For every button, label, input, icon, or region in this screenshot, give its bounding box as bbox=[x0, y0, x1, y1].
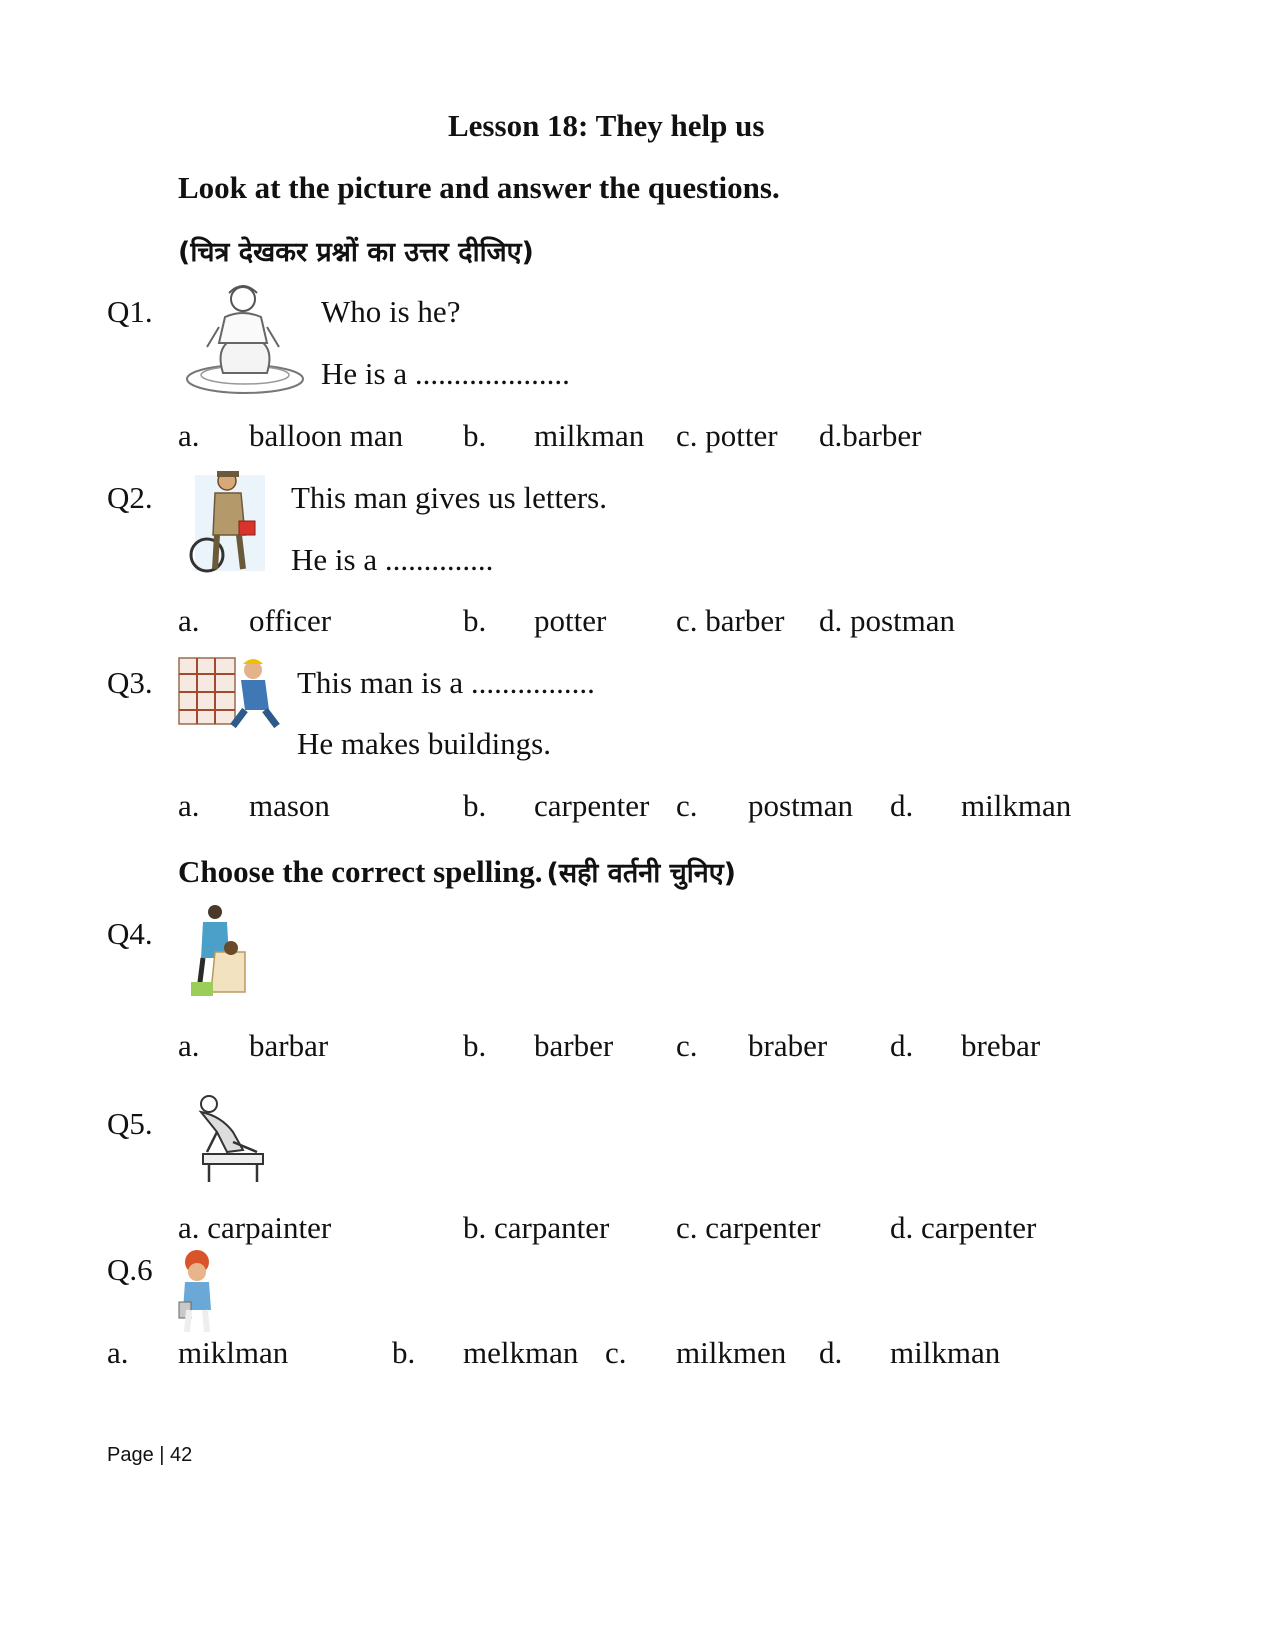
question-number: Q2. bbox=[107, 480, 153, 515]
option-label: b. bbox=[463, 603, 487, 638]
option-text: melkman bbox=[463, 1335, 579, 1370]
option-text: c. barber bbox=[676, 603, 785, 638]
option-text: potter bbox=[534, 603, 607, 638]
option-text: miklman bbox=[178, 1335, 289, 1370]
question-text: Who is he? bbox=[321, 294, 461, 329]
option-text: b. carpanter bbox=[463, 1210, 610, 1245]
mason-picture bbox=[175, 652, 281, 732]
postman-picture bbox=[187, 469, 269, 577]
option-text: barbar bbox=[249, 1028, 329, 1063]
option-text: balloon man bbox=[249, 418, 404, 453]
milkman-picture bbox=[175, 1248, 219, 1334]
option-label: c. bbox=[676, 1028, 698, 1063]
option-label: d. bbox=[890, 788, 914, 823]
option-label: a. bbox=[178, 1028, 200, 1063]
option-text: postman bbox=[748, 788, 854, 823]
page-number: 42 bbox=[170, 1444, 193, 1466]
option-label: c. bbox=[676, 788, 698, 823]
page-title: Lesson 18: They help us bbox=[448, 108, 765, 143]
option-text: carpenter bbox=[534, 788, 650, 823]
option-label: a. bbox=[178, 788, 200, 823]
section-instruction-hindi: (चित्र देखकर प्रश्नों का उत्तर दीजिए) bbox=[178, 237, 534, 268]
page-separator: | bbox=[159, 1444, 165, 1466]
option-text: d.barber bbox=[819, 418, 922, 453]
option-text: brebar bbox=[961, 1028, 1041, 1063]
option-text: c. carpenter bbox=[676, 1210, 821, 1245]
option-label: a. bbox=[178, 418, 200, 453]
option-label: b. bbox=[463, 788, 487, 823]
option-text: a. carpainter bbox=[178, 1210, 332, 1245]
question-number: Q4. bbox=[107, 916, 153, 951]
carpenter-picture bbox=[187, 1092, 269, 1186]
option-text: milkman bbox=[961, 788, 1072, 823]
option-text: officer bbox=[249, 603, 332, 638]
barber-picture bbox=[187, 902, 249, 998]
option-label: a. bbox=[178, 603, 200, 638]
page-footer bbox=[107, 1444, 192, 1467]
option-text: braber bbox=[748, 1028, 828, 1063]
option-text: d. carpenter bbox=[890, 1210, 1037, 1245]
section-instruction-line bbox=[178, 853, 736, 890]
question-blank: This man is a ................ bbox=[297, 665, 595, 700]
question-number: Q.6 bbox=[107, 1252, 153, 1287]
question-number: Q3. bbox=[107, 665, 153, 700]
option-label: b. bbox=[463, 1028, 487, 1063]
option-label: a. bbox=[107, 1335, 129, 1370]
option-text: d. postman bbox=[819, 603, 956, 638]
question-number: Q5. bbox=[107, 1106, 153, 1141]
question-blank: He is a .............. bbox=[291, 542, 494, 577]
option-text: barber bbox=[534, 1028, 614, 1063]
option-text: mason bbox=[249, 788, 330, 823]
section-instruction: Look at the picture and answer the questions. bbox=[178, 170, 780, 205]
question-text: This man gives us letters. bbox=[291, 480, 607, 515]
option-label: b. bbox=[463, 418, 487, 453]
page-label: Page bbox=[107, 1444, 154, 1466]
question-blank: He is a .................... bbox=[321, 356, 570, 391]
option-text: milkmen bbox=[676, 1335, 787, 1370]
option-text: milkman bbox=[890, 1335, 1001, 1370]
question-text: He makes buildings. bbox=[297, 726, 551, 761]
option-label: c. bbox=[605, 1335, 627, 1370]
option-label: d. bbox=[819, 1335, 843, 1370]
section-instruction: Choose the correct spelling. bbox=[178, 854, 543, 889]
section-instruction-hindi: (सही वर्तनी चुनिए) bbox=[546, 858, 736, 889]
option-text: milkman bbox=[534, 418, 645, 453]
option-label: b. bbox=[392, 1335, 416, 1370]
option-label: d. bbox=[890, 1028, 914, 1063]
potter-picture bbox=[185, 277, 307, 397]
question-number: Q1. bbox=[107, 294, 153, 329]
option-text: c. potter bbox=[676, 418, 778, 453]
